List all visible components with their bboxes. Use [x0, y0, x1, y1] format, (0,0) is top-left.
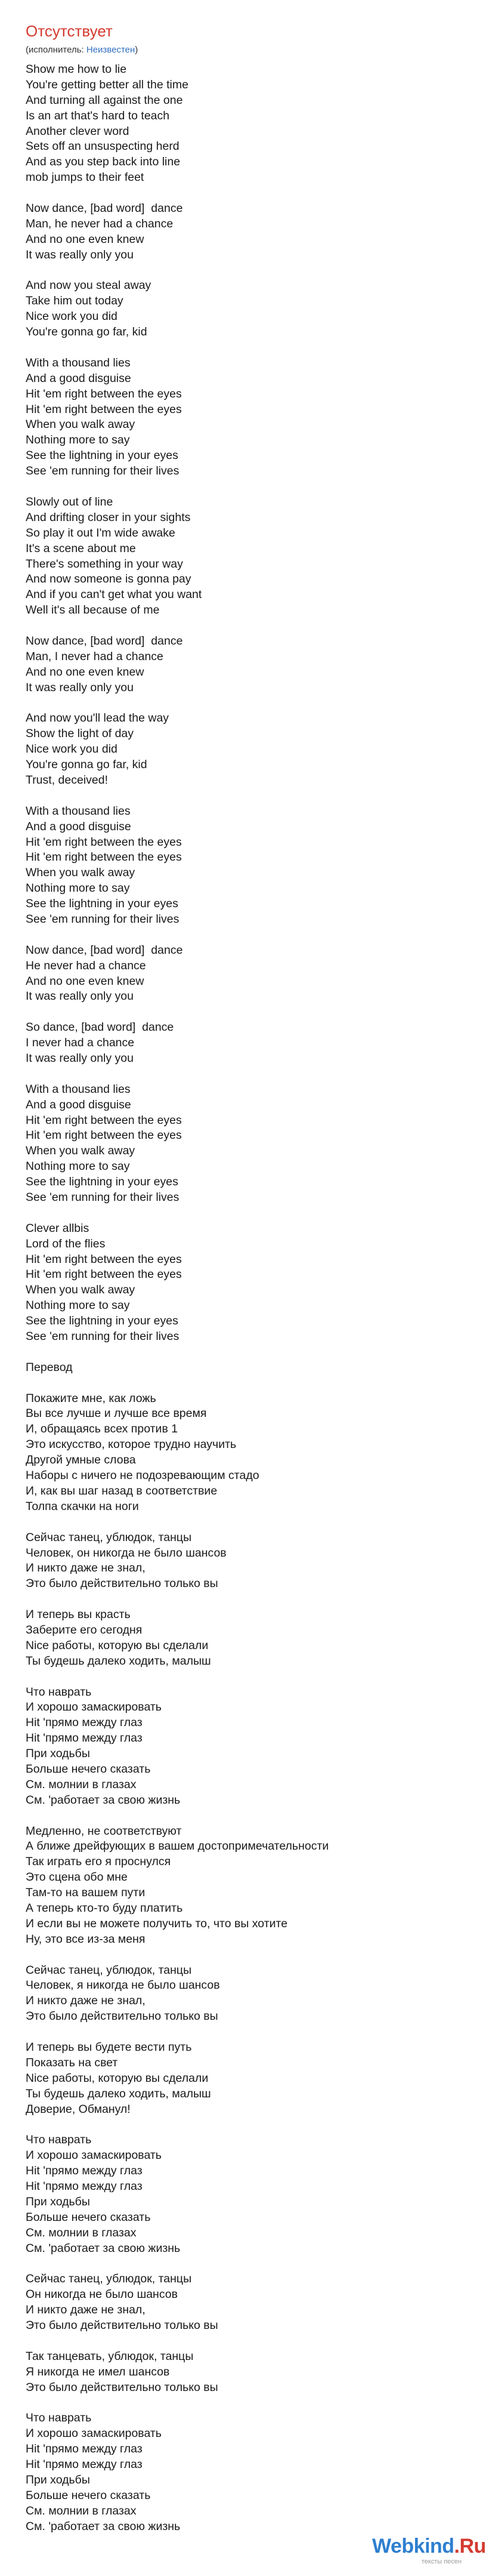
lyric-line: I never had a chance — [26, 1036, 135, 1050]
lyric-line: Hit 'прямо между глаз — [26, 1731, 143, 1745]
lyric-line: And now you steal away — [26, 279, 151, 292]
lyric-line: Что наврать — [26, 2133, 92, 2147]
lyric-line: При ходьбы — [26, 2195, 90, 2208]
lyric-line: And a good disguise — [26, 1098, 131, 1111]
lyric-line: You're gonna go far, kid — [26, 325, 147, 339]
lyric-line: Это искусство, которое трудно научить — [26, 1438, 237, 1452]
lyric-line: mob jumps to their feet — [26, 171, 144, 184]
lyric-line: See 'em running for their lives — [26, 912, 179, 926]
lyric-line: Hit 'em right between the eyes — [26, 835, 182, 849]
lyric-line: With a thousand lies — [26, 1082, 131, 1096]
lyric-line: Nothing more to say — [26, 882, 130, 895]
lyric-line: Man, he never had a chance — [26, 217, 174, 230]
lyric-line: Что наврать — [26, 1685, 92, 1699]
stanza-break — [26, 1592, 455, 1607]
lyric-line: Man, I never had a chance — [26, 649, 163, 663]
lyric-line: При ходьбы — [26, 1747, 90, 1761]
lyric-line: Так играть его я проснулся — [26, 1855, 171, 1869]
lyric-line: При ходьбы — [26, 2473, 90, 2486]
lyric-line: With a thousand lies — [26, 804, 131, 818]
lyric-line: When you walk away — [26, 1144, 135, 1158]
lyric-line: And now you'll lead the way — [26, 711, 169, 725]
lyric-line: Nothing more to say — [26, 433, 130, 447]
lyric-line: А ближе дрейфующих в вашем достопримечательности — [26, 1839, 329, 1853]
lyric-line: Больше нечего сказать — [26, 1762, 151, 1776]
lyric-line: And if you can't get what you want — [26, 588, 202, 602]
lyric-line: Nice работы, которую вы сделали — [26, 1638, 209, 1652]
lyric-line: Clever allbis — [26, 1221, 89, 1235]
lyric-line: Сейчас танец, ублюдок, танцы — [26, 2272, 192, 2286]
lyric-line: See the lightning in your eyes — [26, 1314, 178, 1328]
lyric-line: Hit 'прямо между глаз — [26, 2164, 143, 2178]
lyric-line: And drifting closer in your sights — [26, 510, 191, 524]
stanza-break — [26, 2256, 455, 2272]
lyric-line: Он никогда не было шансов — [26, 2288, 178, 2301]
lyric-line: Медленно, не соответствуют — [26, 1824, 182, 1838]
lyric-line: Well it's all because of me — [26, 603, 160, 617]
stanza-break — [26, 696, 455, 711]
lyric-line: Nice работы, которую вы сделали — [26, 2071, 209, 2085]
lyric-line: Человек, он никогда не было шансов — [26, 1546, 227, 1560]
lyric-line: Это сцена обо мне — [26, 1871, 128, 1884]
lyric-line: И если вы не можете получить то, что вы хотите — [26, 1916, 288, 1930]
lyric-line: Так танцевать, ублюдок, танцы — [26, 2349, 194, 2363]
lyric-line: It was really only you — [26, 1052, 134, 1065]
lyric-line: Это было действительно только вы — [26, 1577, 218, 1591]
logo-tagline: тексты песен — [421, 2558, 462, 2565]
lyric-line: You're gonna go far, kid — [26, 758, 147, 772]
artist-link[interactable]: Неизвестен — [86, 45, 135, 55]
stanza-break — [26, 928, 455, 943]
lyric-line: Сейчас танец, ублюдок, танцы — [26, 1530, 192, 1544]
stanza-break — [26, 1004, 455, 1020]
lyric-line: It was really only you — [26, 680, 134, 694]
lyric-line: Там-то на вашем пути — [26, 1886, 146, 1900]
lyric-line: Доверие, Обманул! — [26, 2102, 131, 2116]
stanza-break — [26, 1206, 455, 1221]
lyric-line: И, как вы шаг назад в соответствие — [26, 1484, 218, 1497]
lyric-line: And as you step back into line — [26, 155, 181, 169]
stanza-break — [26, 1067, 455, 1082]
lyric-line: He never had a chance — [26, 959, 146, 972]
lyric-line: Hit 'em right between the eyes — [26, 1129, 182, 1142]
lyric-line: См. 'работает за свою жизнь — [26, 2241, 181, 2255]
lyric-line: Показать на свет — [26, 2056, 118, 2069]
stanza-break — [26, 263, 455, 279]
lyric-line: Покажите мне, как ложь — [26, 1391, 156, 1405]
lyric-line: И хорошо замаскировать — [26, 2149, 162, 2162]
lyric-line: See the lightning in your eyes — [26, 1175, 178, 1189]
stanza-break — [26, 1515, 455, 1530]
lyric-line: Hit 'em right between the eyes — [26, 851, 182, 864]
lyric-line: There's something in your way — [26, 557, 183, 571]
lyric-line: Show the light of day — [26, 727, 134, 741]
lyric-line: См. молнии в глазах — [26, 2504, 137, 2518]
lyric-line: See 'em running for their lives — [26, 1191, 179, 1204]
lyric-line: Now dance, [bad word] dance — [26, 634, 183, 648]
lyric-line: Nothing more to say — [26, 1299, 130, 1312]
lyric-line: См. 'работает за свою жизнь — [26, 1793, 181, 1807]
stanza-break — [26, 1345, 455, 1360]
lyric-line: Take him out today — [26, 294, 123, 308]
stanza-break — [26, 1948, 455, 1963]
lyric-line: Ты будешь далеко ходить, малыш — [26, 1654, 211, 1668]
lyric-line: Больше нечего сказать — [26, 2210, 151, 2224]
lyric-line: See 'em running for their lives — [26, 464, 179, 478]
lyric-line: It's a scene about me — [26, 541, 136, 555]
lyric-line: When you walk away — [26, 1283, 135, 1297]
lyric-line: Is an art that's hard to teach — [26, 109, 170, 122]
stanza-break — [26, 2025, 455, 2040]
lyric-line: Nice work you did — [26, 310, 117, 323]
stanza-break — [26, 2117, 455, 2133]
lyrics-text — [26, 62, 455, 2535]
lyric-line: You're getting better all the time — [26, 78, 188, 91]
lyric-line: Nothing more to say — [26, 1160, 130, 1173]
stanza-break — [26, 788, 455, 804]
lyric-line: Это было действительно только вы — [26, 2380, 218, 2394]
lyric-line: It was really only you — [26, 248, 134, 261]
logo-tld: .Ru — [454, 2535, 486, 2557]
lyric-line: Another clever word — [26, 124, 129, 138]
lyric-line: Сейчас танец, ублюдок, танцы — [26, 1963, 192, 1977]
lyric-line: И никто даже не знал, — [26, 1994, 146, 2008]
stanza-break — [26, 1808, 455, 1824]
lyric-line: See the lightning in your eyes — [26, 897, 178, 911]
artist-line — [26, 44, 138, 56]
lyric-line: Это было действительно только вы — [26, 2319, 218, 2332]
lyric-line: И, обращаясь всех против 1 — [26, 1422, 178, 1436]
lyric-line: И никто даже не знал, — [26, 2303, 146, 2317]
lyric-line: Hit 'em right between the eyes — [26, 1268, 182, 1281]
stanza-break — [26, 1669, 455, 1685]
lyric-line: See 'em running for their lives — [26, 1330, 179, 1344]
stanza-break — [26, 340, 455, 356]
lyric-line: Trust, deceived! — [26, 773, 109, 787]
lyric-line: И теперь вы красть — [26, 1608, 131, 1622]
stanza-break — [26, 479, 455, 495]
lyric-line: And no one even knew — [26, 232, 144, 246]
lyric-line: See the lightning in your eyes — [26, 449, 178, 463]
lyric-line: Hit 'em right between the eyes — [26, 387, 182, 400]
lyric-line: Больше нечего сказать — [26, 2488, 151, 2502]
lyric-line: Now dance, [bad word] dance — [26, 202, 183, 215]
lyric-line: Заберите его сегодня — [26, 1623, 143, 1637]
lyric-line: It was really only you — [26, 990, 134, 1003]
lyric-line: So play it out I'm wide awake — [26, 526, 175, 540]
lyric-line: Это было действительно только вы — [26, 2010, 218, 2023]
lyric-line: And a good disguise — [26, 371, 131, 385]
stanza-break — [26, 2395, 455, 2411]
lyric-line: Nice work you did — [26, 742, 117, 756]
lyric-line: Hit 'прямо между глаз — [26, 2458, 143, 2472]
lyric-line: Я никогда не имел шансов — [26, 2365, 170, 2378]
lyric-line: And now someone is gonna pay — [26, 572, 191, 586]
lyric-line: Hit 'em right between the eyes — [26, 1113, 182, 1127]
lyric-line: См. молнии в глазах — [26, 1777, 137, 1791]
stanza-break — [26, 186, 455, 201]
lyric-line: When you walk away — [26, 866, 135, 880]
lyric-line: Lord of the flies — [26, 1237, 106, 1250]
lyric-line: Hit 'em right between the eyes — [26, 402, 182, 416]
lyric-line: См. 'работает за свою жизнь — [26, 2519, 181, 2533]
lyric-line: With a thousand lies — [26, 356, 131, 369]
lyric-line: Hit 'прямо между глаз — [26, 2442, 143, 2456]
lyric-line: And no one even knew — [26, 974, 144, 988]
lyric-line: А теперь кто-то буду платить — [26, 1901, 183, 1915]
lyric-line: Ну, это все из-за меня — [26, 1932, 146, 1946]
stanza-break — [26, 618, 455, 634]
lyric-line: And no one even knew — [26, 665, 144, 679]
lyric-line: И хорошо замаскировать — [26, 2427, 162, 2441]
artist-prefix: (исполнитель: — [26, 45, 86, 55]
lyric-line: Что наврать — [26, 2411, 92, 2425]
lyric-line: Наборы с ничего не подозревающим стадо — [26, 1469, 259, 1483]
site-brand[interactable] — [372, 2535, 486, 2565]
lyric-line: Другой умные слова — [26, 1453, 136, 1467]
stanza-break — [26, 1376, 455, 1391]
lyric-line: So dance, [bad word] dance — [26, 1021, 174, 1034]
lyric-line: Ты будешь далеко ходить, малыш — [26, 2087, 211, 2100]
lyric-line: Sets off an unsuspecting herd — [26, 140, 179, 153]
lyric-line: Вы все лучше и лучше все время — [26, 1407, 207, 1421]
lyric-line: И никто даже не знал, — [26, 1561, 146, 1575]
lyric-line: Перевод — [26, 1360, 73, 1374]
logo-name: Webkind — [372, 2535, 454, 2557]
lyric-line: Slowly out of line — [26, 495, 113, 509]
site-logo[interactable] — [372, 2535, 486, 2557]
stanza-break — [26, 2334, 455, 2349]
lyric-line: Человек, я никогда не было шансов — [26, 1979, 220, 1992]
lyric-line: Show me how to lie — [26, 63, 127, 76]
lyric-line: Толпа скачки на ноги — [26, 1499, 139, 1513]
lyric-line: См. молнии в глазах — [26, 2226, 137, 2239]
artist-suffix: ) — [135, 45, 138, 55]
lyric-line: Hit 'em right between the eyes — [26, 1252, 182, 1266]
lyric-line: And turning all against the one — [26, 93, 183, 107]
page-title: Отсутствует — [26, 22, 113, 40]
lyric-line: И теперь вы будете вести путь — [26, 2041, 192, 2054]
lyric-line: Now dance, [bad word] dance — [26, 943, 183, 957]
lyric-line: Hit 'прямо между глаз — [26, 1716, 143, 1730]
lyric-line: When you walk away — [26, 418, 135, 432]
lyric-line: И хорошо замаскировать — [26, 1700, 162, 1714]
lyric-line: And a good disguise — [26, 819, 131, 833]
lyric-line: Hit 'прямо между глаз — [26, 2180, 143, 2193]
